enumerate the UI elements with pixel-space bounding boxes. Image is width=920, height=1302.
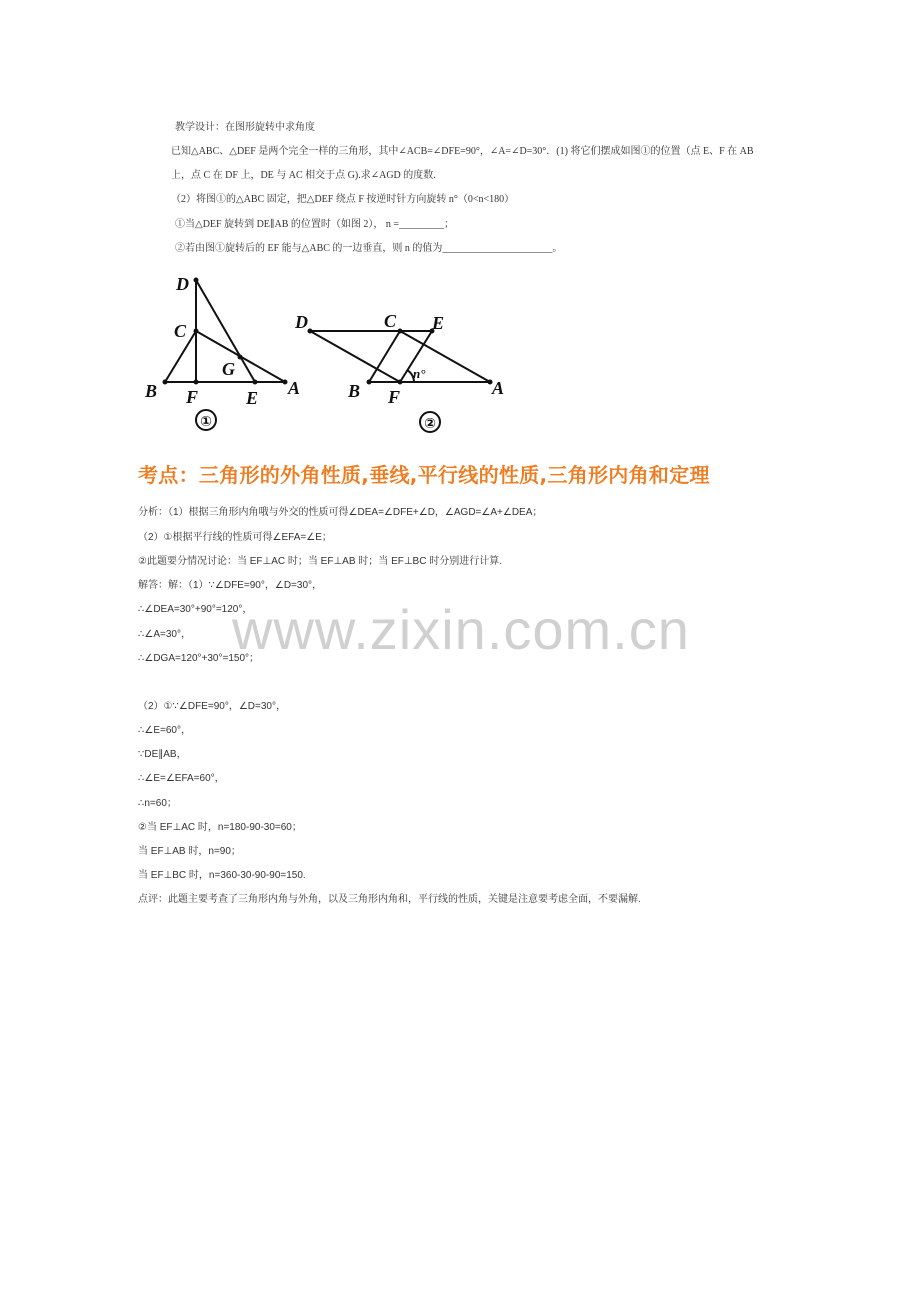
point-c-2: [398, 329, 403, 334]
analysis-1: 分析：（1）根据三角形内角哦与外交的性质可得∠DEA=∠DFE+∠D，∠AGD=∠A+∠DEA；: [138, 507, 543, 518]
comment: 点评：此题主要考查了三角形内角与外角，以及三角形内角和，平行线的性质，关键是注意要考虑全面，不要漏解.: [138, 894, 641, 905]
topic-heading: 考点：三角形的外角性质,垂线,平行线的性质,三角形内角和定理: [138, 463, 710, 487]
figure-2: [0, 0, 920, 440]
label-g: G: [222, 359, 235, 379]
figure-1-caption: ①: [200, 414, 212, 430]
label-c: C: [174, 321, 187, 341]
segment-df-2: [310, 331, 400, 382]
label-angle-n: n°: [413, 366, 426, 381]
label-f: F: [186, 387, 199, 407]
point-b-2: [367, 380, 372, 385]
problem-line-3: （2）将图①的△ABC 固定，把△DEF 绕点 F 按逆时针方向旋转 n°（0<n<180）: [171, 194, 515, 205]
label-d: D: [176, 274, 189, 294]
label-d-2: D: [295, 312, 308, 332]
problem-line-5: ②若由图①旋转后的 EF 能与△ABC 的一边垂直，则 n 的值为______________________。: [175, 243, 563, 254]
label-e-2: E: [432, 313, 445, 333]
part2-line-4: ∴∠E=∠EFA=60°，: [138, 773, 225, 784]
analysis-3: ②此题要分情况讨论：当 EF⊥AC 时；当 EF⊥AB 时；当 EF⊥BC 时分别进行计算.: [138, 556, 503, 567]
figure-2-caption: ②: [424, 416, 436, 432]
figure-2-points: [308, 329, 493, 385]
label-b: B: [145, 381, 158, 401]
part2-line-1: （2）①∵∠DFE=90°，∠D=30°，: [138, 701, 286, 712]
label-a-2: A: [492, 378, 505, 398]
problem-title: 教学设计：在图形旋转中求角度: [175, 122, 315, 133]
answer-3: ∴∠A=30°，: [138, 629, 191, 640]
part2-line-6: ②当 EF⊥AC 时，n=180-90-30=60；: [138, 822, 302, 833]
label-a: A: [288, 378, 301, 398]
label-f-2: F: [388, 387, 401, 407]
problem-line-2: 上，点 C 在 DF 上，DE 与 AC 相交于点 G).求∠AGD 的度数.: [171, 170, 436, 181]
part2-line-3: ∵DE∥AB，: [138, 749, 187, 760]
problem-line-1: 已知△ABC、△DEF 是两个完全一样的三角形，其中∠ACB=∠DFE=90°，∠A=∠D=30°．(1) 将它们摆成如图①的位置（点 E、F 在 AB: [171, 146, 754, 157]
part2-line-8: 当 EF⊥BC 时，n=360-30-90-90=150.: [138, 870, 306, 881]
answer-1: 解答：解：（1）∵∠DFE=90°，∠D=30°，: [138, 580, 322, 591]
answer-2: ∴∠DEA=30°+90°=120°，: [138, 604, 253, 615]
part2-line-2: ∴∠E=60°，: [138, 725, 191, 736]
point-f-2: [398, 380, 403, 385]
point-d-2: [308, 329, 313, 334]
label-c-2: C: [384, 311, 397, 331]
analysis-2: （2）①根据平行线的性质可得∠EFA=∠E；: [138, 532, 332, 543]
watermark: www.zixin.com.cn: [232, 598, 690, 661]
figure-2-lines: [310, 331, 490, 382]
label-b-2: B: [348, 381, 361, 401]
answer-4: ∴∠DGA=120°+30°=150°；: [138, 653, 260, 664]
problem-line-4: ①当△DEF 旋转到 DE∥AB 的位置时（如图 2）， n =_________；: [175, 219, 455, 230]
part2-line-5: ∴n=60；: [138, 798, 177, 809]
label-e: E: [246, 388, 259, 408]
part2-line-7: 当 EF⊥AB 时，n=90；: [138, 846, 241, 857]
